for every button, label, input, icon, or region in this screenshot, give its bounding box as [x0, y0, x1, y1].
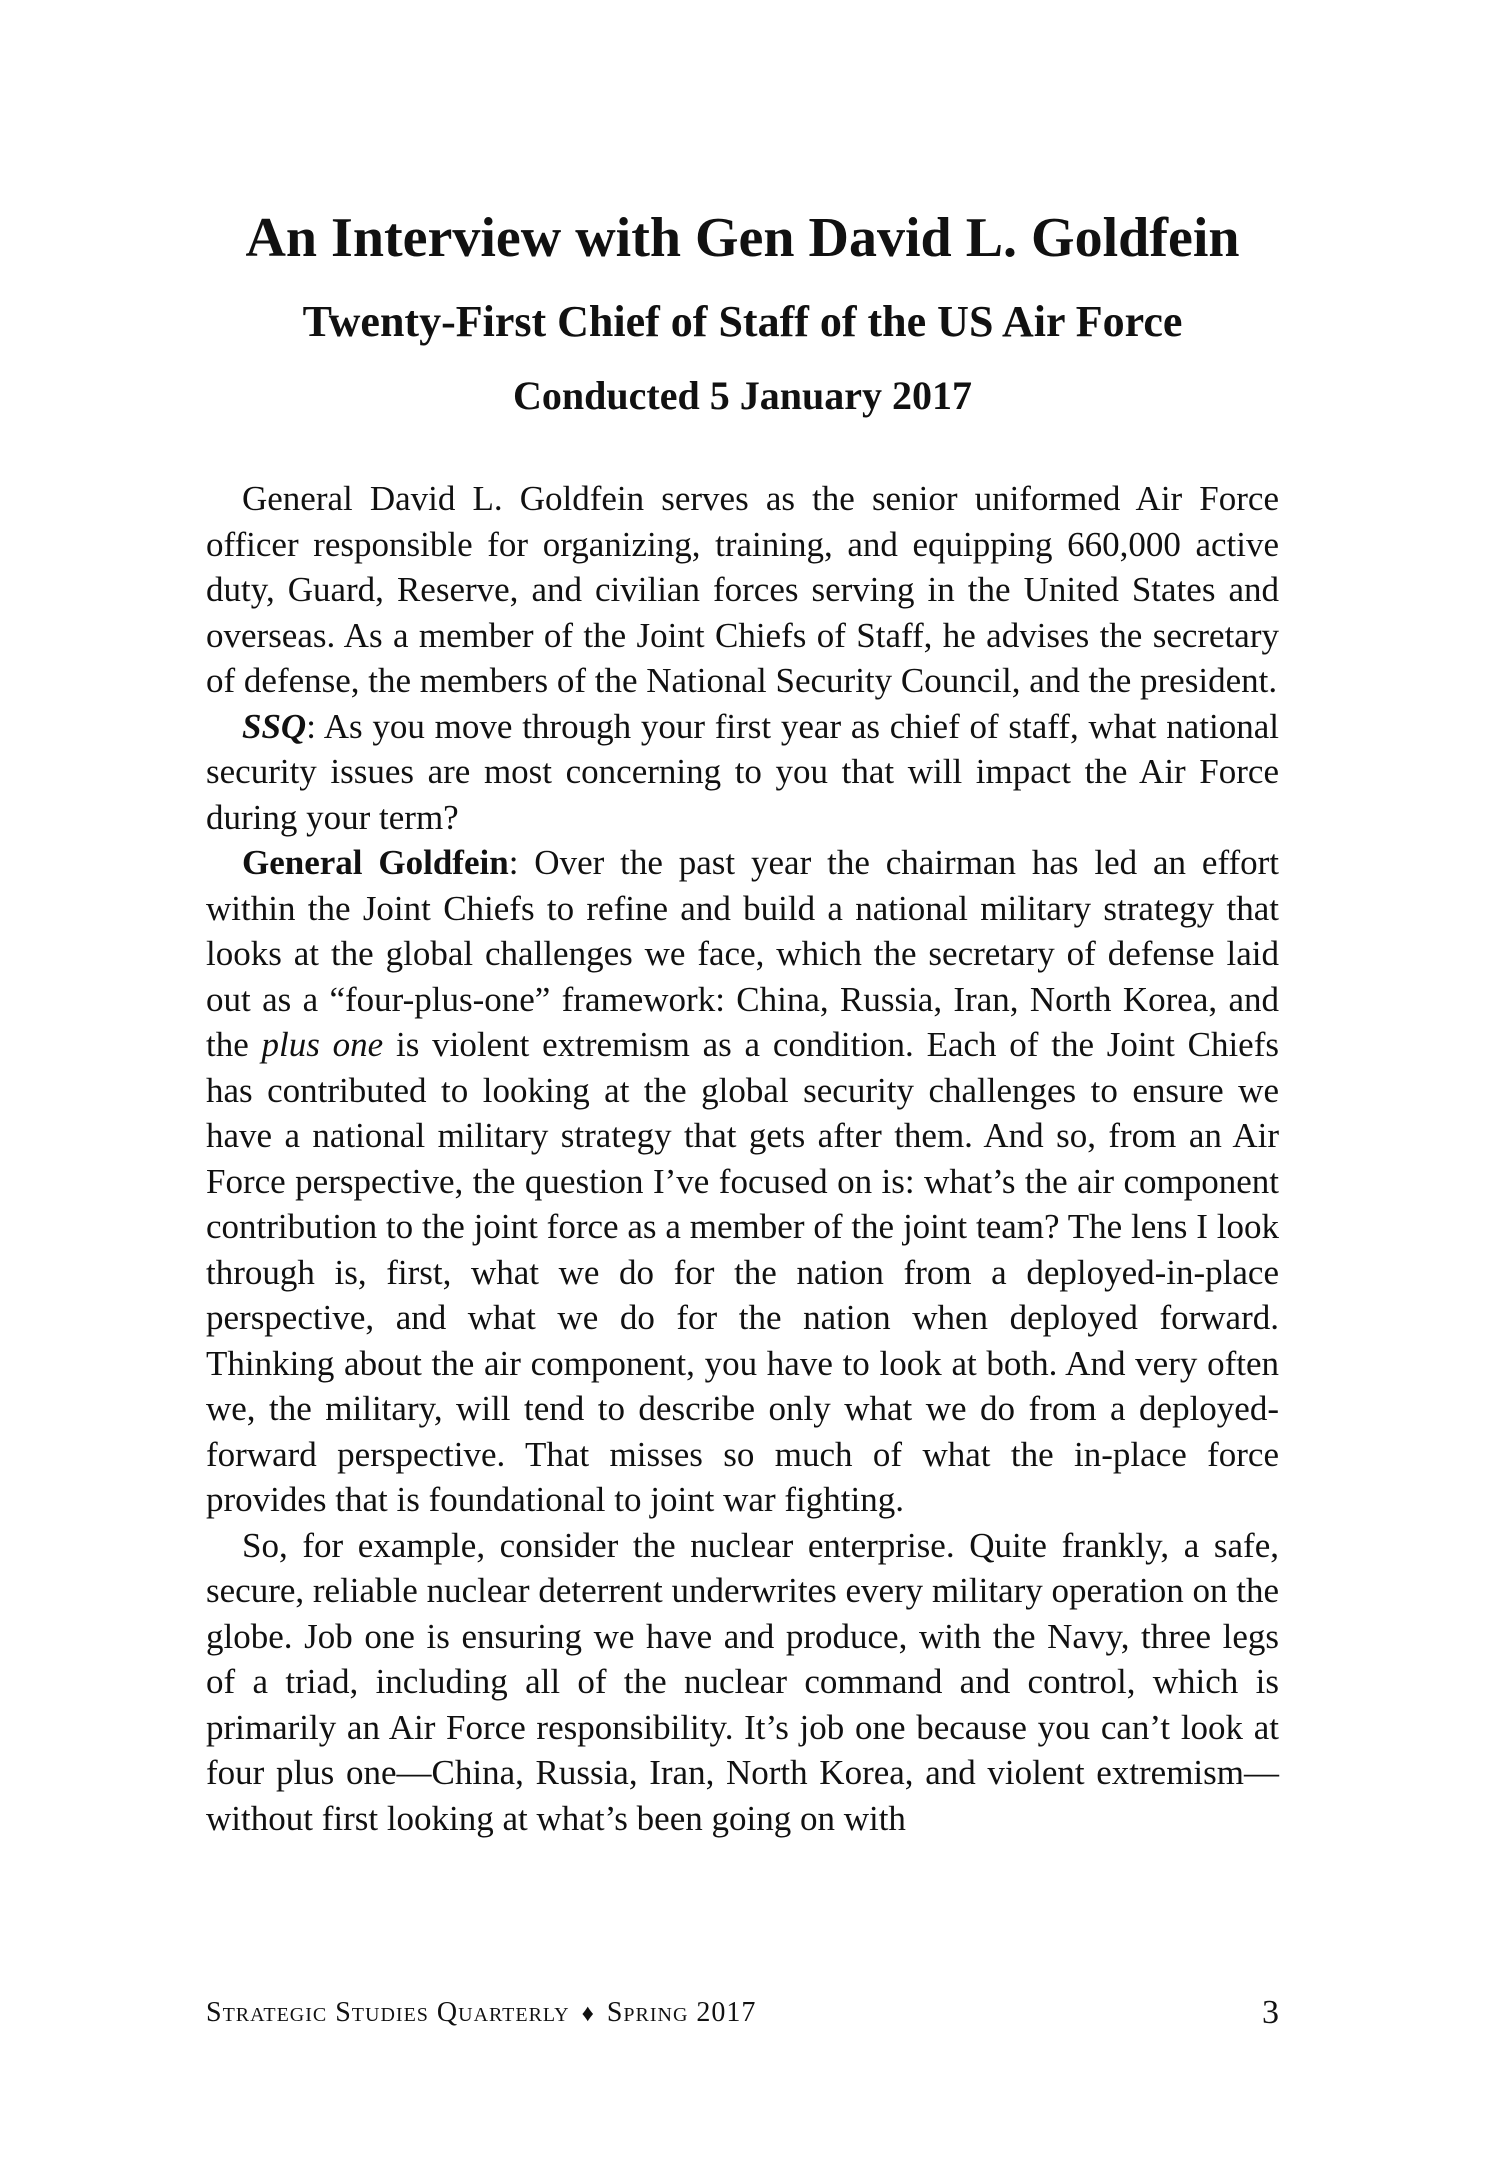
article-subtitle: Twenty-First Chief of Staff of the US Air Force	[302, 297, 1183, 346]
question-paragraph	[206, 704, 1279, 841]
question-text: : As you move through your first year as chief of staff, what national security issues are most concerning to you that will impact the Air Force during your term?	[206, 706, 1279, 837]
answer-speaker: General Goldfein	[242, 843, 509, 882]
article-title: An Interview with Gen David L. Goldfein	[245, 207, 1240, 269]
answer-paragraph	[206, 840, 1279, 1523]
answer-emphasis: plus one	[261, 1025, 384, 1064]
page-footer	[206, 1988, 1279, 2038]
journal-running-footer	[206, 1988, 756, 2039]
answer-text-part1: : Over the past year the chairman has led an effort within the Joint Chiefs to refine and build a national military strategy that looks at the global challenges we face, which the secretary of defense laid out as a “four-plus-one” framework: China, Russia, Iran, North Korea, and the	[206, 843, 1279, 1064]
interview-date: Conducted 5 January 2017	[513, 373, 972, 418]
journal-title: Strategic Studies Quarterly	[206, 1997, 570, 2028]
journal-issue: Spring 2017	[606, 1997, 757, 2028]
intro-paragraph: General David L. Goldfein serves as the senior uniformed Air Force officer responsible for organizing, training, and equipping 660,000 active duty, Guard, Reserve, and civilian forces serving in the United States and overseas. As a member of the Joint Chiefs of Staff, he advises the secretary of defense, the members of the National Security Council, and the president.	[206, 479, 1279, 700]
diamond-separator-icon: ♦	[581, 2001, 595, 2027]
article-body	[206, 476, 1279, 1841]
article-page	[206, 200, 1279, 1841]
body-paragraph: So, for example, consider the nuclear enterprise. Quite frankly, a safe, secure, reliable nuclear deterrent underwrites every military operation on the globe. Job one is ensuring we have and produce, with the Navy, three legs of a triad, including all of the nuclear command and control, which is primarily an Air Force responsibility. It’s job one because you can’t look at four plus one—China, Russia, Iran, North Korea, and violent extremism—without first looking at what’s been going on with	[206, 1525, 1279, 1838]
question-speaker: SSQ	[242, 706, 307, 746]
page-number: 3	[1262, 1994, 1279, 2031]
answer-text-part2: is violent extremism as a condition. Each of the Joint Chiefs has contributed to looking at the global security challenges to ensure we have a national military strategy that gets after them. And so, from an Air Force perspective, the question I’ve focused on is: what’s the air component contribution to the joint force as a member of the joint team? The lens I look through is, first, what we do for the nation from a deployed-in-place perspective, and what we do for the nation when deployed forward. Thinking about the air component, you have to look at both. And very often we, the military, will tend to describe only what we do from a deployed-forward perspective. That misses so much of what the in-place force provides that is foundational to joint war fighting.	[206, 1025, 1279, 1519]
